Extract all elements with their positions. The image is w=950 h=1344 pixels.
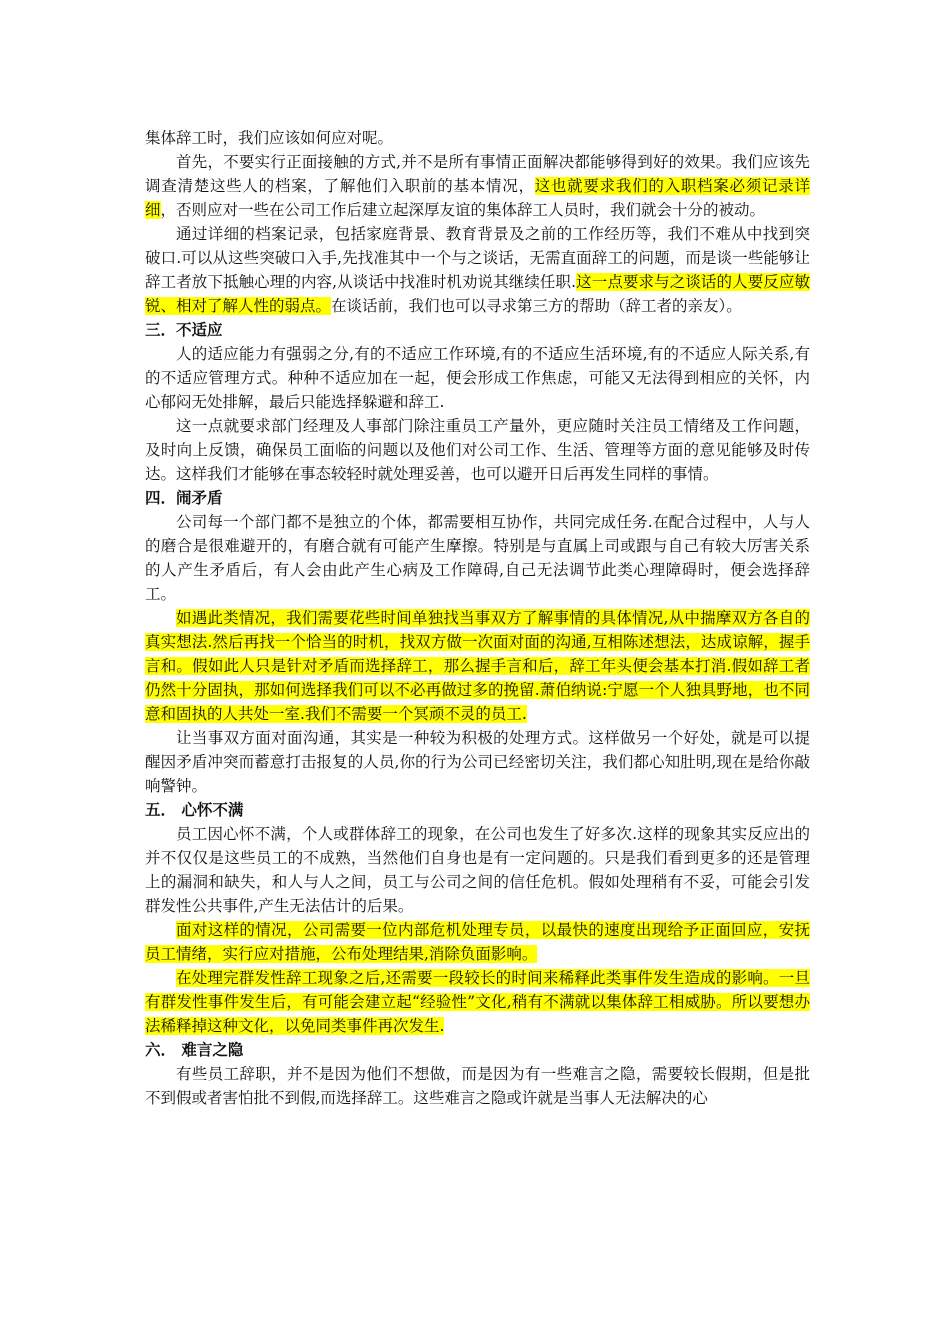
- section-heading-3: 三．不适应: [145, 321, 223, 339]
- text-segment: ，否则应对一些在公司工作后建立起深厚友谊的集体辞工人员时，我们就会十分的被动。: [160, 201, 766, 219]
- paragraph-hidden-issues: 有些员工辞职，并不是因为他们不想做，而是因为有一些难言之隐，需要较长假期，但是批不到假或者害怕批不到假,而选择辞工。这些难言之隐或许就是当事人无法解决的心: [145, 1065, 810, 1107]
- intro-paragraph: 集体辞工时，我们应该如何应对呢。: [145, 129, 394, 147]
- highlighted-text: 如遇此类情况，我们需要花些时间单独找当事双方了解事情的具体情况,从中揣摩双方各自的真实想法.然后再找一个恰当的时机，找双方做一次面对面的沟通,互相陈述想法，达成谅解，握手言和。假如此人只是针对矛盾而选择辞工，那么握手言和后，辞工年头便会基本打消.假如辞工者仍然十分固执，那如何选择我们可以不必再做过多的挽留.萧伯纳说:宁愿一个人独具野地，也不同意和固执的人共处一室.我们不需要一个冥顽不灵的员工.: [145, 609, 810, 723]
- section-heading-6: 六． 难言之隐: [145, 1041, 244, 1059]
- section-heading-5: 五． 心怀不满: [145, 801, 244, 819]
- text-segment: 在谈话前，我们也可以寻求第三方的帮助（辞工者的亲友）。: [331, 297, 742, 315]
- paragraph-first-step: [145, 150, 810, 222]
- paragraph-face-to-face: 让当事双方面对面沟通，其实是一种较为积极的处理方式。这样做另一个好处，就是可以提醒因矛盾冲突而蓄意打击报复的人员,你的行为公司已经密切关注，我们都心知肚明,现在是给你敲响警钟。: [145, 729, 810, 795]
- paragraph-dilute-culture: [145, 966, 810, 1038]
- paragraph-conflict: 公司每一个部门都不是独立的个体，都需要相互协作，共同完成任务.在配合过程中，人与人的磨合是很难避开的，有磨合就有可能产生摩擦。特别是与直属上司或跟与自己有较大厉害关系的人产生矛盾后，有人会由此产生心病及工作障碍,自己无法调节此类心理障碍时，便会选择辞工。: [145, 513, 810, 603]
- highlighted-text: 在处理完群发性辞工现象之后,还需要一段较长的时间来稀释此类事件发生造成的影响。一旦有群发性事件发生后，有可能会建立起“经验性”文化,稍有不满就以集体辞工相威胁。所以要想办法稀释掉这种文化，以免同类事件再次发生.: [145, 969, 810, 1035]
- paragraph-adaptation-response: 这一点就要求部门经理及人事部门除注重员工产量外，更应随时关注员工情绪及工作问题，及时向上反馈，确保员工面临的问题以及他们对公司工作、生活、管理等方面的意见能够及时传达。这样我们才能够在事态较轻时就处理妥善，也可以避开日后再发生同样的事情。: [145, 417, 810, 483]
- paragraph-crisis-officer: [145, 918, 810, 966]
- section-heading-4: 四．闹矛盾: [145, 489, 223, 507]
- highlighted-text: 这一点要求与之谈话的人要反应敏锐、相对了解人性的弱点。: [145, 273, 810, 315]
- text-segment: 首先，不要实行正面接触的方式,并不是所有事情正面解决都能够得到好的效果。我们应该先调查清楚这些人的档案，了解他们入职前的基本情况，: [145, 153, 810, 195]
- highlighted-text: 这也就要求我们的入职档案必须记录详细: [145, 177, 810, 219]
- paragraph-adaptation: 人的适应能力有强弱之分,有的不适应工作环境,有的不适应生活环境,有的不适应人际关系,有的不适应管理方式。种种不适应加在一起，便会形成工作焦虑，可能又无法得到相应的关怀，内心郁闷无处排解，最后只能选择躲避和辞工.: [145, 345, 810, 411]
- document-page: [145, 126, 810, 1110]
- highlighted-text: 面对这样的情况，公司需要一位内部危机处理专员，以最快的速度出现给予正面回应，安抚员工情绪，实行应对措施，公布处理结果,消除负面影响。: [145, 921, 810, 963]
- text-segment: 通过详细的档案记录，包括家庭背景、教育背景及之前的工作经历等，我们不难从中找到突破口.可以从这些突破口入手,先找准其中一个与之谈话，无需直面辞工的问题，而是谈一些能够让辞工者放下抵触心理的内容,从谈话中找准时机劝说其继续任职.: [145, 225, 810, 291]
- paragraph-dissatisfaction: 员工因心怀不满，个人或群体辞工的现象，在公司也发生了好多次.这样的现象其实反应出的并不仅仅是这些员工的不成熟，当然他们自身也是有一定问题的。只是我们看到更多的还是管理上的漏洞和缺失，和人与人之间，员工与公司之间的信任危机。假如处理稍有不妥，可能会引发群发性公共事件,产生无法估计的后果。: [145, 825, 810, 915]
- paragraph-archive-records: [145, 222, 810, 318]
- paragraph-conflict-response: [145, 606, 810, 726]
